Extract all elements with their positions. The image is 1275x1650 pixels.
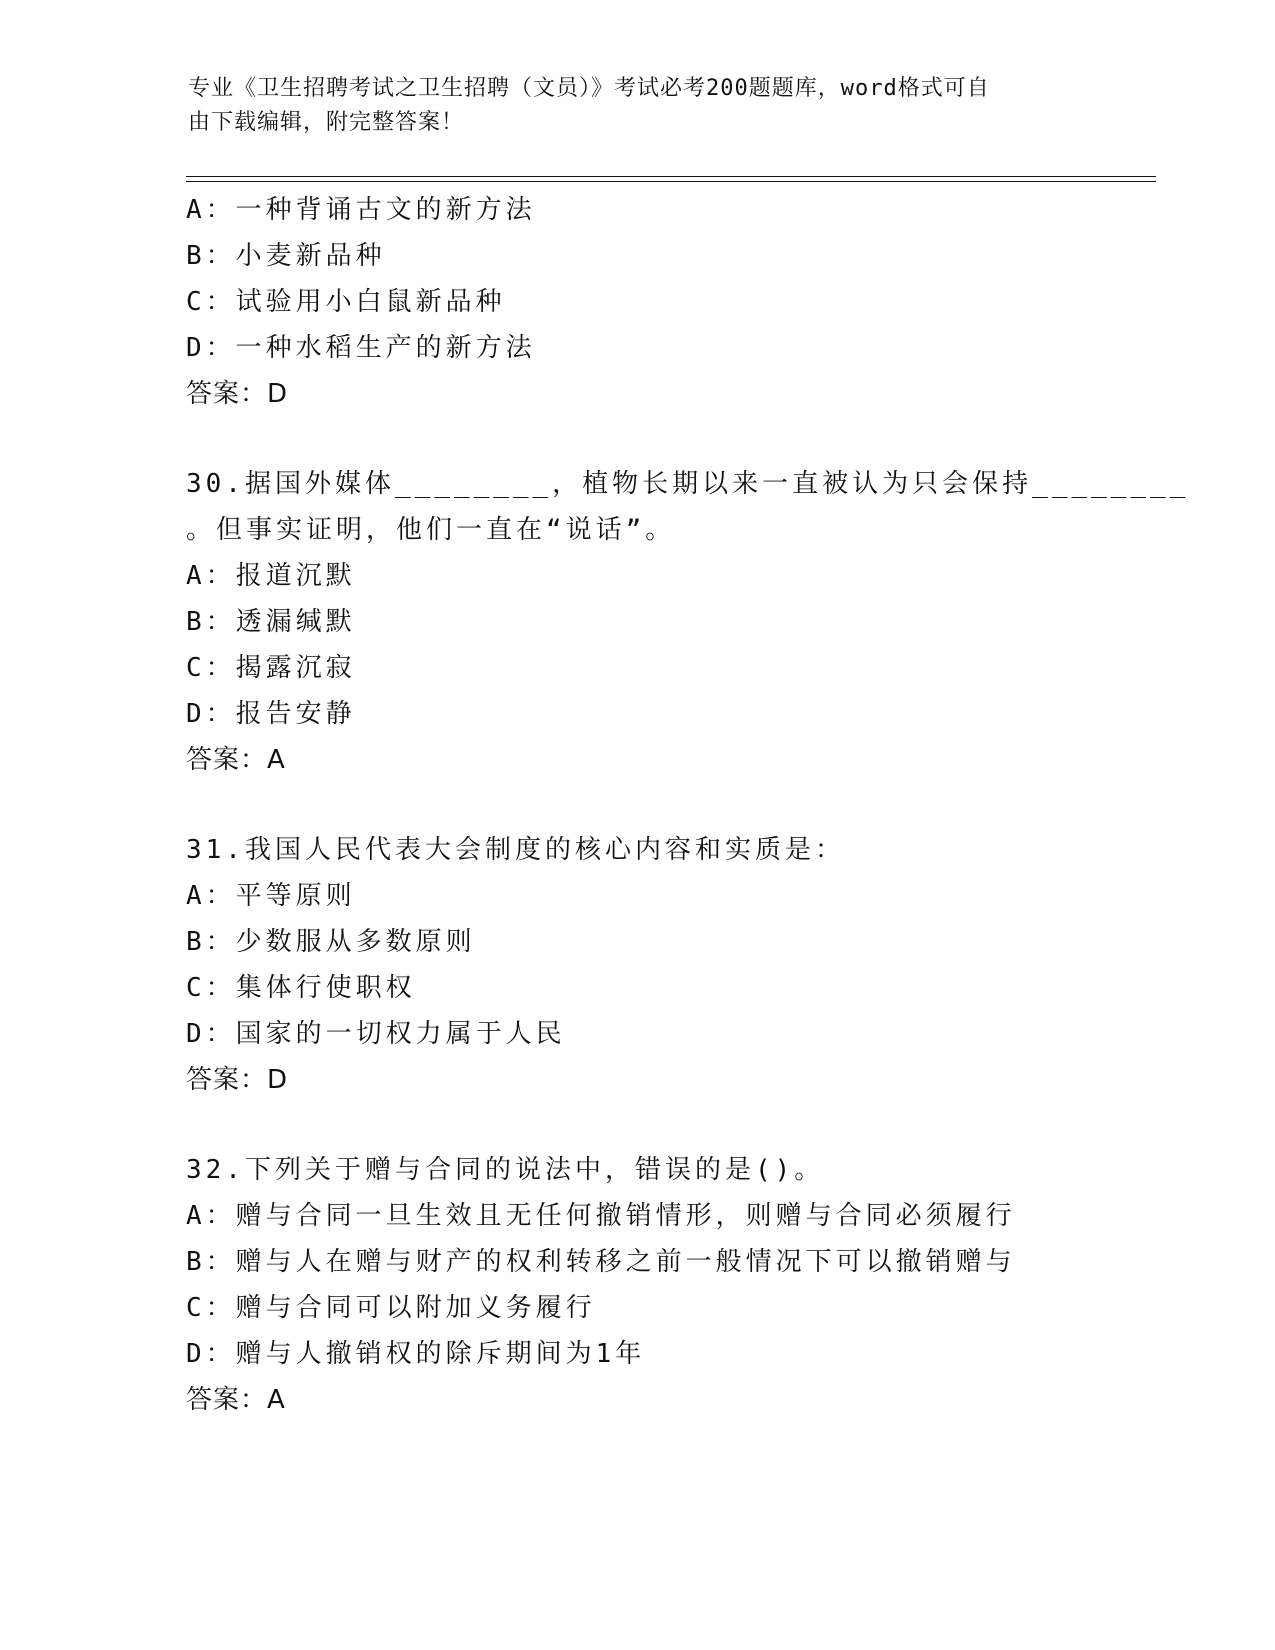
header-divider-bottom [186,181,1156,182]
question-block-32 [186,1147,1086,1423]
option-d: D：国家的一切权力属于人民 [186,1019,566,1049]
option-a: A：平等原则 [186,881,356,911]
question-stem-line-1: 31.我国人民代表大会制度的核心内容和实质是： [186,835,845,865]
answer-line: 答案：D [186,379,289,409]
option-a: A：报道沉默 [186,561,356,591]
question-stem-line-2: 。但事实证明，他们一直在“说话”。 [186,515,676,545]
answer-line: 答案：A [186,1385,286,1415]
question-stem-line-1: 30.据国外媒体________，植物长期以来一直被认为只会保持________ [186,469,1190,499]
header-divider-top [186,176,1156,177]
header-line-2: 由下载编辑，附完整答案！ [188,110,465,135]
spacer [186,417,1086,461]
option-c: C：揭露沉寂 [186,653,356,683]
option-b: B：赠与人在赠与财产的权利转移之前一般情况下可以撤销赠与 [186,1247,1016,1277]
question-block-31 [186,827,1086,1103]
option-a: A：赠与合同一旦生效且无任何撤销情形，则赠与合同必须履行 [186,1201,1016,1231]
answer-line: 答案：A [186,745,286,775]
option-b: B：小麦新品种 [186,241,386,271]
option-d: D：赠与人撤销权的除斥期间为1年 [186,1339,646,1369]
option-b: B：少数服从多数原则 [186,927,476,957]
spacer [186,1103,1086,1147]
option-b: B：透漏缄默 [186,607,356,637]
header-line-1: 专业《卫生招聘考试之卫生招聘（文员）》考试必考200题题库，word格式可自 [188,76,990,101]
option-a: A：一种背诵古文的新方法 [186,195,536,225]
question-block-29 [186,187,1086,417]
answer-line: 答案：D [186,1065,289,1095]
option-d: D：报告安静 [186,699,356,729]
spacer [186,783,1086,827]
question-list [186,187,1190,1423]
option-c: C：赠与合同可以附加义务履行 [186,1293,596,1323]
option-c: C：试验用小白鼠新品种 [186,287,506,317]
question-stem-line-1: 32.下列关于赠与合同的说法中，错误的是()。 [186,1155,825,1185]
option-d: D：一种水稻生产的新方法 [186,333,536,363]
document-header [188,72,1068,140]
question-block-30 [186,461,1190,783]
option-c: C：集体行使职权 [186,973,416,1003]
